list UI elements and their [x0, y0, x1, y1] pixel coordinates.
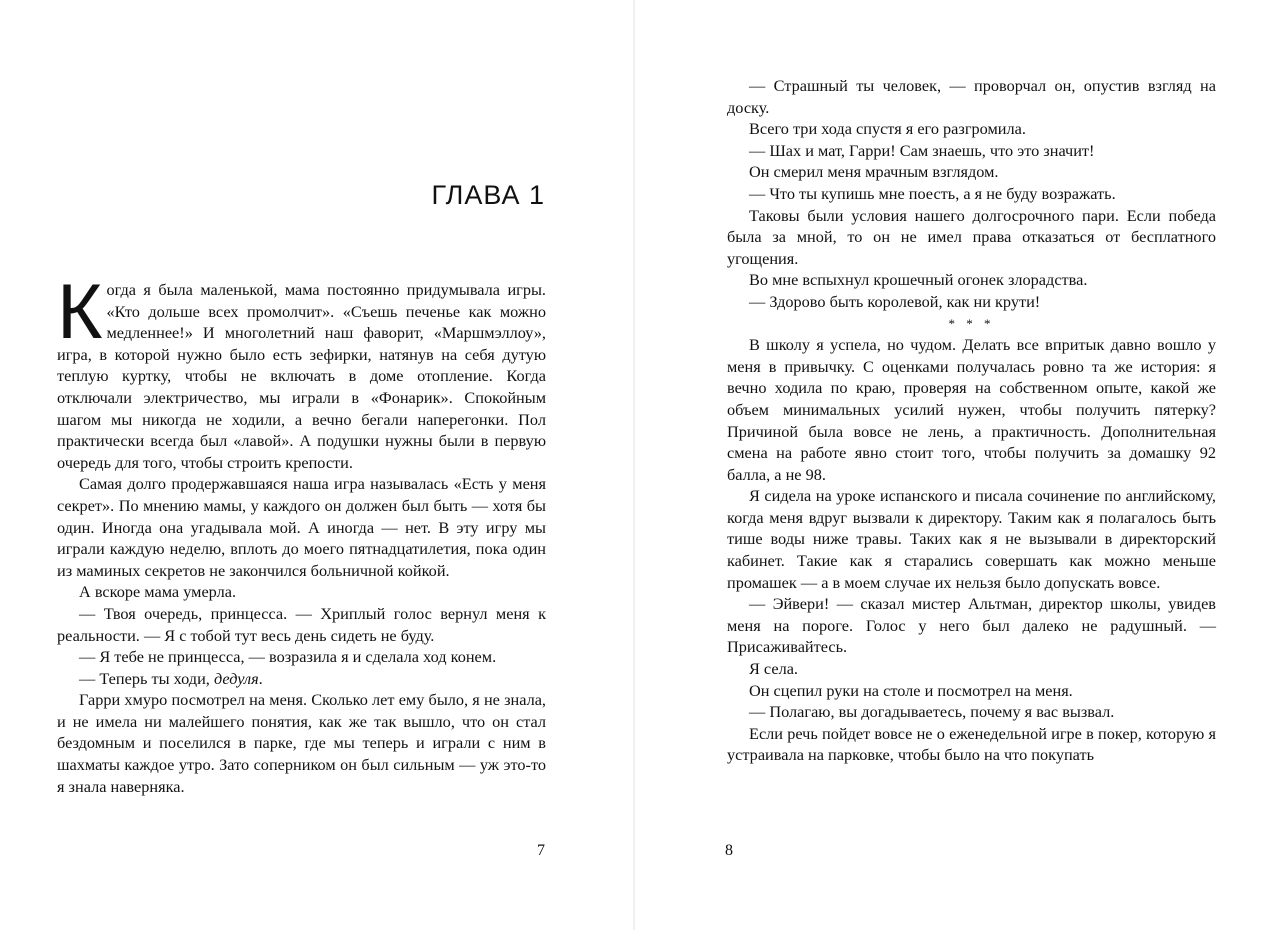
right-page-text — [727, 75, 1216, 766]
page-number: 7 — [537, 842, 545, 859]
dialogue-text: — Теперь ты ходи, — [79, 668, 214, 688]
opening-paragraph-text: огда я была маленькой, мама постоянно придумывала игры. «Кто дольше всех промолчит». «Съешь печенье как можно медленнее!» И многолетний наш фаворит, «Маршмэллоу», игра, в которой нужно было есть зефирки, натянув на себя дутую теплую куртку, чтобы не включать в доме отопление. Когда отключали электричество, мы играли в «Фонарик». Спокойным шагом мы никогда не ходили, а вечно бегали наперегонки. Пол практически всегда был «лавой». А подушки нужны были в первую очередь для того, чтобы строить крепости. — [57, 280, 546, 472]
paragraph: Всего три хода спустя я его разгромила. — [749, 119, 1026, 139]
paragraph: Я села. — [749, 659, 799, 679]
paragraph: — Эйвери! — сказал мистер Альтман, директор школы, увидев меня на пороге. Голос у него был далеко не радушный. — Присаживайтесь. — [727, 594, 1216, 657]
italic-word: дедуля — [213, 668, 259, 688]
paragraph: В школу я успела, но чудом. Делать все впритык давно вошло у меня в привычку. С оценками получалась ровно та же история: я вечно ходила по краю, проверяя на собственном опыте, какой же объем минимальных усилий нужен, чтобы получить пятерку? Причиной была вовсе не лень, а практичность. Дополнительная смена на работе явно стоит того, чтобы получить за домашку 92 балла, а не 98. — [727, 335, 1216, 484]
chapter-title: ГЛАВА 1 — [431, 180, 545, 210]
paragraph: Он сцепил руки на столе и посмотрел на меня. — [749, 680, 1073, 700]
paragraph — [57, 668, 546, 690]
paragraph: А вскоре мама умерла. — [79, 582, 237, 602]
right-page — [635, 0, 1265, 930]
drop-cap: К — [57, 267, 103, 355]
opening-paragraph — [57, 267, 546, 473]
paragraph: — Твоя очередь, принцесса. — Хриплый голос вернул меня к реальности. — Я с тобой тут весь день сидеть не буду. — [57, 603, 546, 645]
section-break: * * * — [948, 315, 995, 331]
page-number: 8 — [725, 842, 733, 859]
dialogue-end: . — [258, 668, 263, 688]
paragraph: Таковы были условия нашего долгосрочного пари. Если победа была за мной, то он не имел права отказаться от бесплатного угощения. — [727, 205, 1216, 268]
paragraph: Самая долго продержавшаяся наша игра называлась «Есть у меня секрет». По мнению мамы, у каждого он должен был быть — хотя бы один. Иногда она угадывала мой. А иногда — нет. В эту игру мы играли каждую неделю, вплоть до моего пятнадцатилетия, пока один из маминых секретов не закончился больничной койкой. — [57, 474, 546, 580]
paragraph: — Что ты купишь мне поесть, а я не буду возражать. — [749, 183, 1116, 203]
paragraph: — Полагаю, вы догадываетесь, почему я вас вызвал. — [749, 702, 1115, 722]
left-page-text — [57, 267, 546, 797]
paragraph: Он смерил меня мрачным взглядом. — [749, 162, 999, 182]
paragraph: Если речь пойдет вовсе не о еженедельной игре в покер, которую я устраивала на парковке, чтобы было на что покупать — [727, 723, 1216, 765]
paragraph: — Я тебе не принцесса, — возразила я и сделала ход конем. — [79, 647, 497, 667]
paragraph: Гарри хмуро посмотрел на меня. Сколько лет ему было, я не знала, и не имела ни малейшего понятия, как же так вышло, что он стал бездомным и поселился в парке, где мы теперь и играли с ним в шахматы каждое утро. Зато соперником он был сильным — уж это-то я знала наверняка. — [57, 690, 546, 796]
paragraph: Я сидела на уроке испанского и писала сочинение по английскому, когда меня вдруг вызвали к директору. Таким как я полагалось быть тише воды ниже травы. Таких как я не вызывали в директорский кабинет. Такие как я старались совершать как можно меньше промашек — а в моем случае их нельзя было допускать вовсе. — [727, 486, 1216, 592]
paragraph: — Шах и мат, Гарри! Сам знаешь, что это значит! — [749, 140, 1095, 160]
paragraph: — Здорово быть королевой, как ни крути! — [749, 291, 1041, 311]
paragraph: — Страшный ты человек, — проворчал он, опустив взгляд на доску. — [727, 76, 1216, 117]
paragraph: Во мне вспыхнул крошечный огонек злорадства. — [749, 270, 1088, 290]
